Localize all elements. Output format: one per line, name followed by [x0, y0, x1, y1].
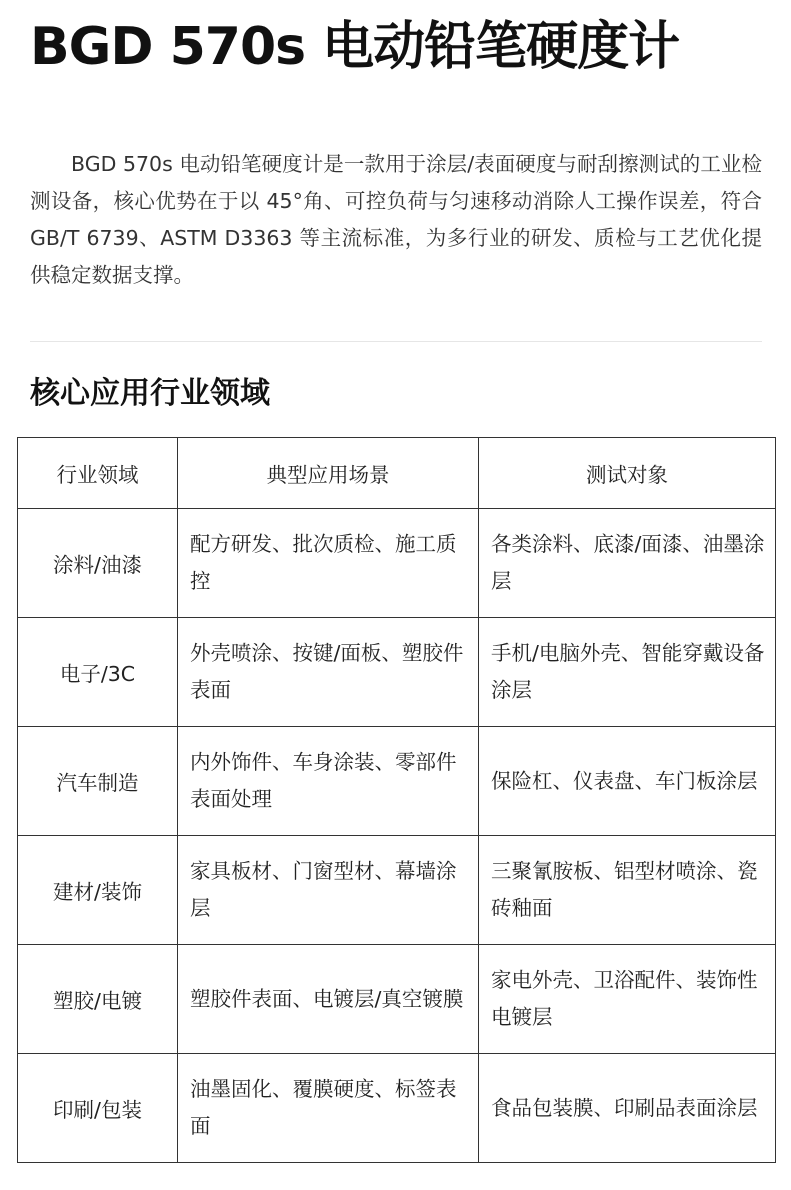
scenario-cell: 家具板材、门窗型材、幕墙涂层: [178, 836, 479, 945]
table-header-row: [18, 438, 776, 509]
test-object-cell: 食品包装膜、印刷品表面涂层: [479, 1054, 776, 1163]
scenario-cell: 内外饰件、车身涂装、零部件表面处理: [178, 727, 479, 836]
scenario-cell: 配方研发、批次质检、施工质控: [178, 509, 479, 618]
industry-cell: 电子/3C: [18, 618, 178, 727]
column-header-test-object: 测试对象: [479, 438, 776, 509]
page-title: BGD 570s 电动铅笔硬度计: [30, 17, 680, 77]
industry-cell: 建材/装饰: [18, 836, 178, 945]
test-object-cell: 三聚氰胺板、铝型材喷涂、瓷砖釉面: [479, 836, 776, 945]
industry-cell: 印刷/包装: [18, 1054, 178, 1163]
scenario-cell: 塑胶件表面、电镀层/真空镀膜: [178, 945, 479, 1054]
industry-cell: 汽车制造: [18, 727, 178, 836]
table-row: [18, 836, 776, 945]
table-row: [18, 509, 776, 618]
test-object-cell: 各类涂料、底漆/面漆、油墨涂层: [479, 509, 776, 618]
test-object-cell: 家电外壳、卫浴配件、装饰性电镀层: [479, 945, 776, 1054]
test-object-cell: 保险杠、仪表盘、车门板涂层: [479, 727, 776, 836]
industry-cell: 涂料/油漆: [18, 509, 178, 618]
scenario-cell: 外壳喷涂、按键/面板、塑胶件表面: [178, 618, 479, 727]
industry-table: [17, 437, 776, 1163]
test-object-cell: 手机/电脑外壳、智能穿戴设备涂层: [479, 618, 776, 727]
section-divider: [30, 341, 762, 342]
section-heading: 核心应用行业领域: [30, 376, 270, 411]
column-header-industry: 行业领域: [18, 438, 178, 509]
scenario-cell: 油墨固化、覆膜硬度、标签表面: [178, 1054, 479, 1163]
intro-paragraph: BGD 570s 电动铅笔硬度计是一款用于涂层/表面硬度与耐刮擦测试的工业检测设备，核心优势在于以 45°角、可控负荷与匀速移动消除人工操作误差，符合 GB/T 6739、ASTM D3363 等主流标准，为多行业的研发、质检与工艺优化提供稳定数据支撑。: [30, 152, 762, 287]
industry-cell: 塑胶/电镀: [18, 945, 178, 1054]
table-row: [18, 945, 776, 1054]
column-header-scenario: 典型应用场景: [178, 438, 479, 509]
table-row: [18, 1054, 776, 1163]
table-row: [18, 618, 776, 727]
table-row: [18, 727, 776, 836]
